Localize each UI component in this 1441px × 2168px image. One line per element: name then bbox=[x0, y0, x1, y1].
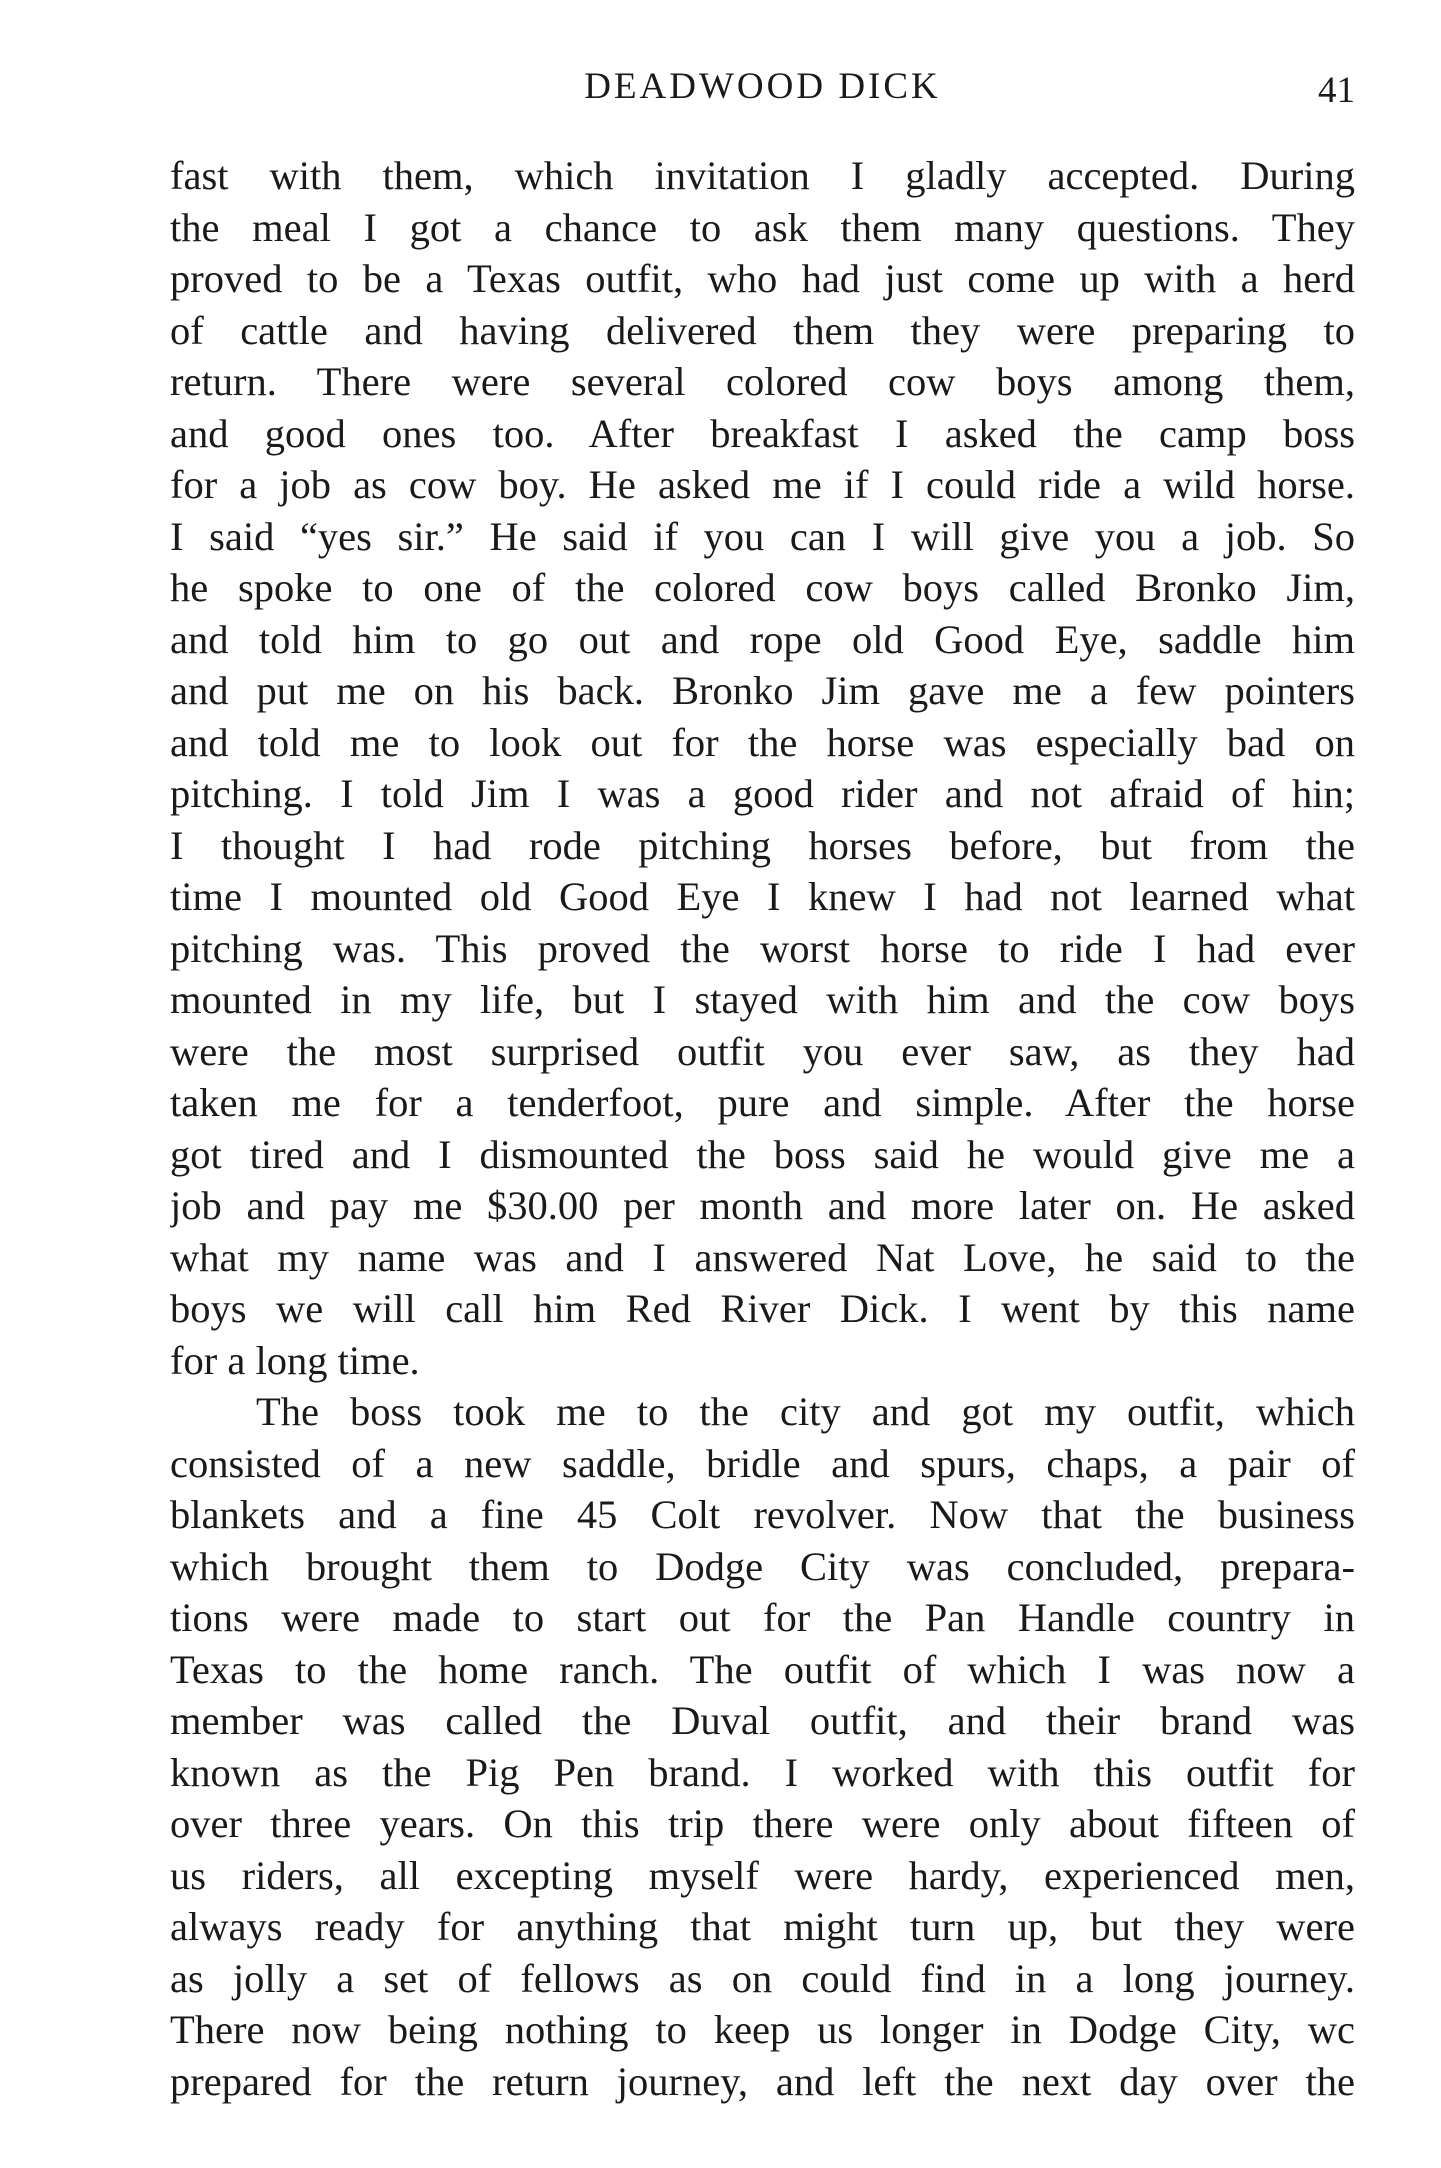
text-line: There now being nothing to keep us longer in Dodge City, wc bbox=[170, 2007, 1355, 2052]
body-text bbox=[170, 150, 1355, 2107]
text-line: I thought I had rode pitching horses before, but from the bbox=[170, 822, 1355, 868]
running-head bbox=[170, 62, 1355, 112]
text-line: as jolly a set of fellows as on could find in a long journey. bbox=[170, 1955, 1355, 2001]
text-line: time I mounted old Good Eye I knew I had not learned what bbox=[170, 874, 1355, 919]
text-line: and told me to look out for the horse was especially bad on bbox=[170, 719, 1355, 765]
text-line: for a long time. bbox=[170, 1337, 420, 1383]
text-line: which brought them to Dodge City was concluded, prepara- bbox=[170, 1543, 1355, 1589]
paragraph bbox=[170, 150, 1355, 1386]
text-line: over three years. On this trip there were only about fifteen of bbox=[170, 1801, 1355, 1846]
text-line: mounted in my life, but I stayed with him and the cow boys bbox=[170, 977, 1355, 1022]
text-line: job and pay me $30.00 per month and more later on. He asked bbox=[170, 1183, 1355, 1228]
text-line: The boss took me to the city and got my outfit, which bbox=[256, 1389, 1355, 1434]
text-line: Texas to the home ranch. The outfit of which I was now a bbox=[170, 1646, 1355, 1692]
text-line: tions were made to start out for the Pan Handle country in bbox=[170, 1595, 1355, 1640]
text-line: for a job as cow boy. He asked me if I could ride a wild horse. bbox=[170, 462, 1355, 507]
text-line: proved to be a Texas outfit, who had just come up with a herd bbox=[170, 256, 1355, 301]
text-line: and put me on his back. Bronko Jim gave me a few pointers bbox=[170, 668, 1355, 713]
text-line: got tired and I dismounted the boss said he would give me a bbox=[170, 1131, 1355, 1177]
text-line: member was called the Duval outfit, and their brand was bbox=[170, 1698, 1355, 1743]
text-line: pitching was. This proved the worst horse to ride I had ever bbox=[170, 925, 1355, 971]
text-line: I said “yes sir.” He said if you can I will give you a job. So bbox=[170, 513, 1355, 559]
text-line: and good ones too. After breakfast I asked the camp boss bbox=[170, 410, 1355, 456]
text-line: prepared for the return journey, and left the next day over the bbox=[170, 2058, 1355, 2104]
text-line: were the most surprised outfit you ever saw, as they had bbox=[170, 1028, 1355, 1074]
text-line: taken me for a tenderfoot, pure and simple. After the horse bbox=[170, 1080, 1355, 1125]
text-line: of cattle and having delivered them they were preparing to bbox=[170, 307, 1355, 353]
text-line: return. There were several colored cow boys among them, bbox=[170, 359, 1355, 404]
running-title: DEADWOOD DICK bbox=[584, 66, 941, 107]
text-line: known as the Pig Pen brand. I worked with this outfit for bbox=[170, 1749, 1355, 1795]
text-line: the meal I got a chance to ask them many questions. They bbox=[170, 204, 1355, 250]
text-line: always ready for anything that might turn up, but they were bbox=[170, 1904, 1355, 1949]
text-line: and told him to go out and rope old Good Eye, saddle him bbox=[170, 616, 1355, 662]
text-line: us riders, all excepting myself were hardy, experienced men, bbox=[170, 1852, 1355, 1898]
text-line: consisted of a new saddle, bridle and spurs, chaps, a pair of bbox=[170, 1440, 1355, 1486]
text-line: he spoke to one of the colored cow boys called Bronko Jim, bbox=[170, 565, 1355, 610]
text-line: pitching. I told Jim I was a good rider and not afraid of hin; bbox=[170, 771, 1355, 816]
text-line: blankets and a fine 45 Colt revolver. Now that the business bbox=[170, 1492, 1355, 1537]
text-line: fast with them, which invitation I gladly accepted. During bbox=[170, 153, 1355, 198]
page-number: 41 bbox=[1318, 70, 1355, 111]
text-line: boys we will call him Red River Dick. I went by this name bbox=[170, 1286, 1355, 1331]
paragraph bbox=[170, 1386, 1355, 2107]
text-line: what my name was and I answered Nat Love, he said to the bbox=[170, 1234, 1355, 1280]
